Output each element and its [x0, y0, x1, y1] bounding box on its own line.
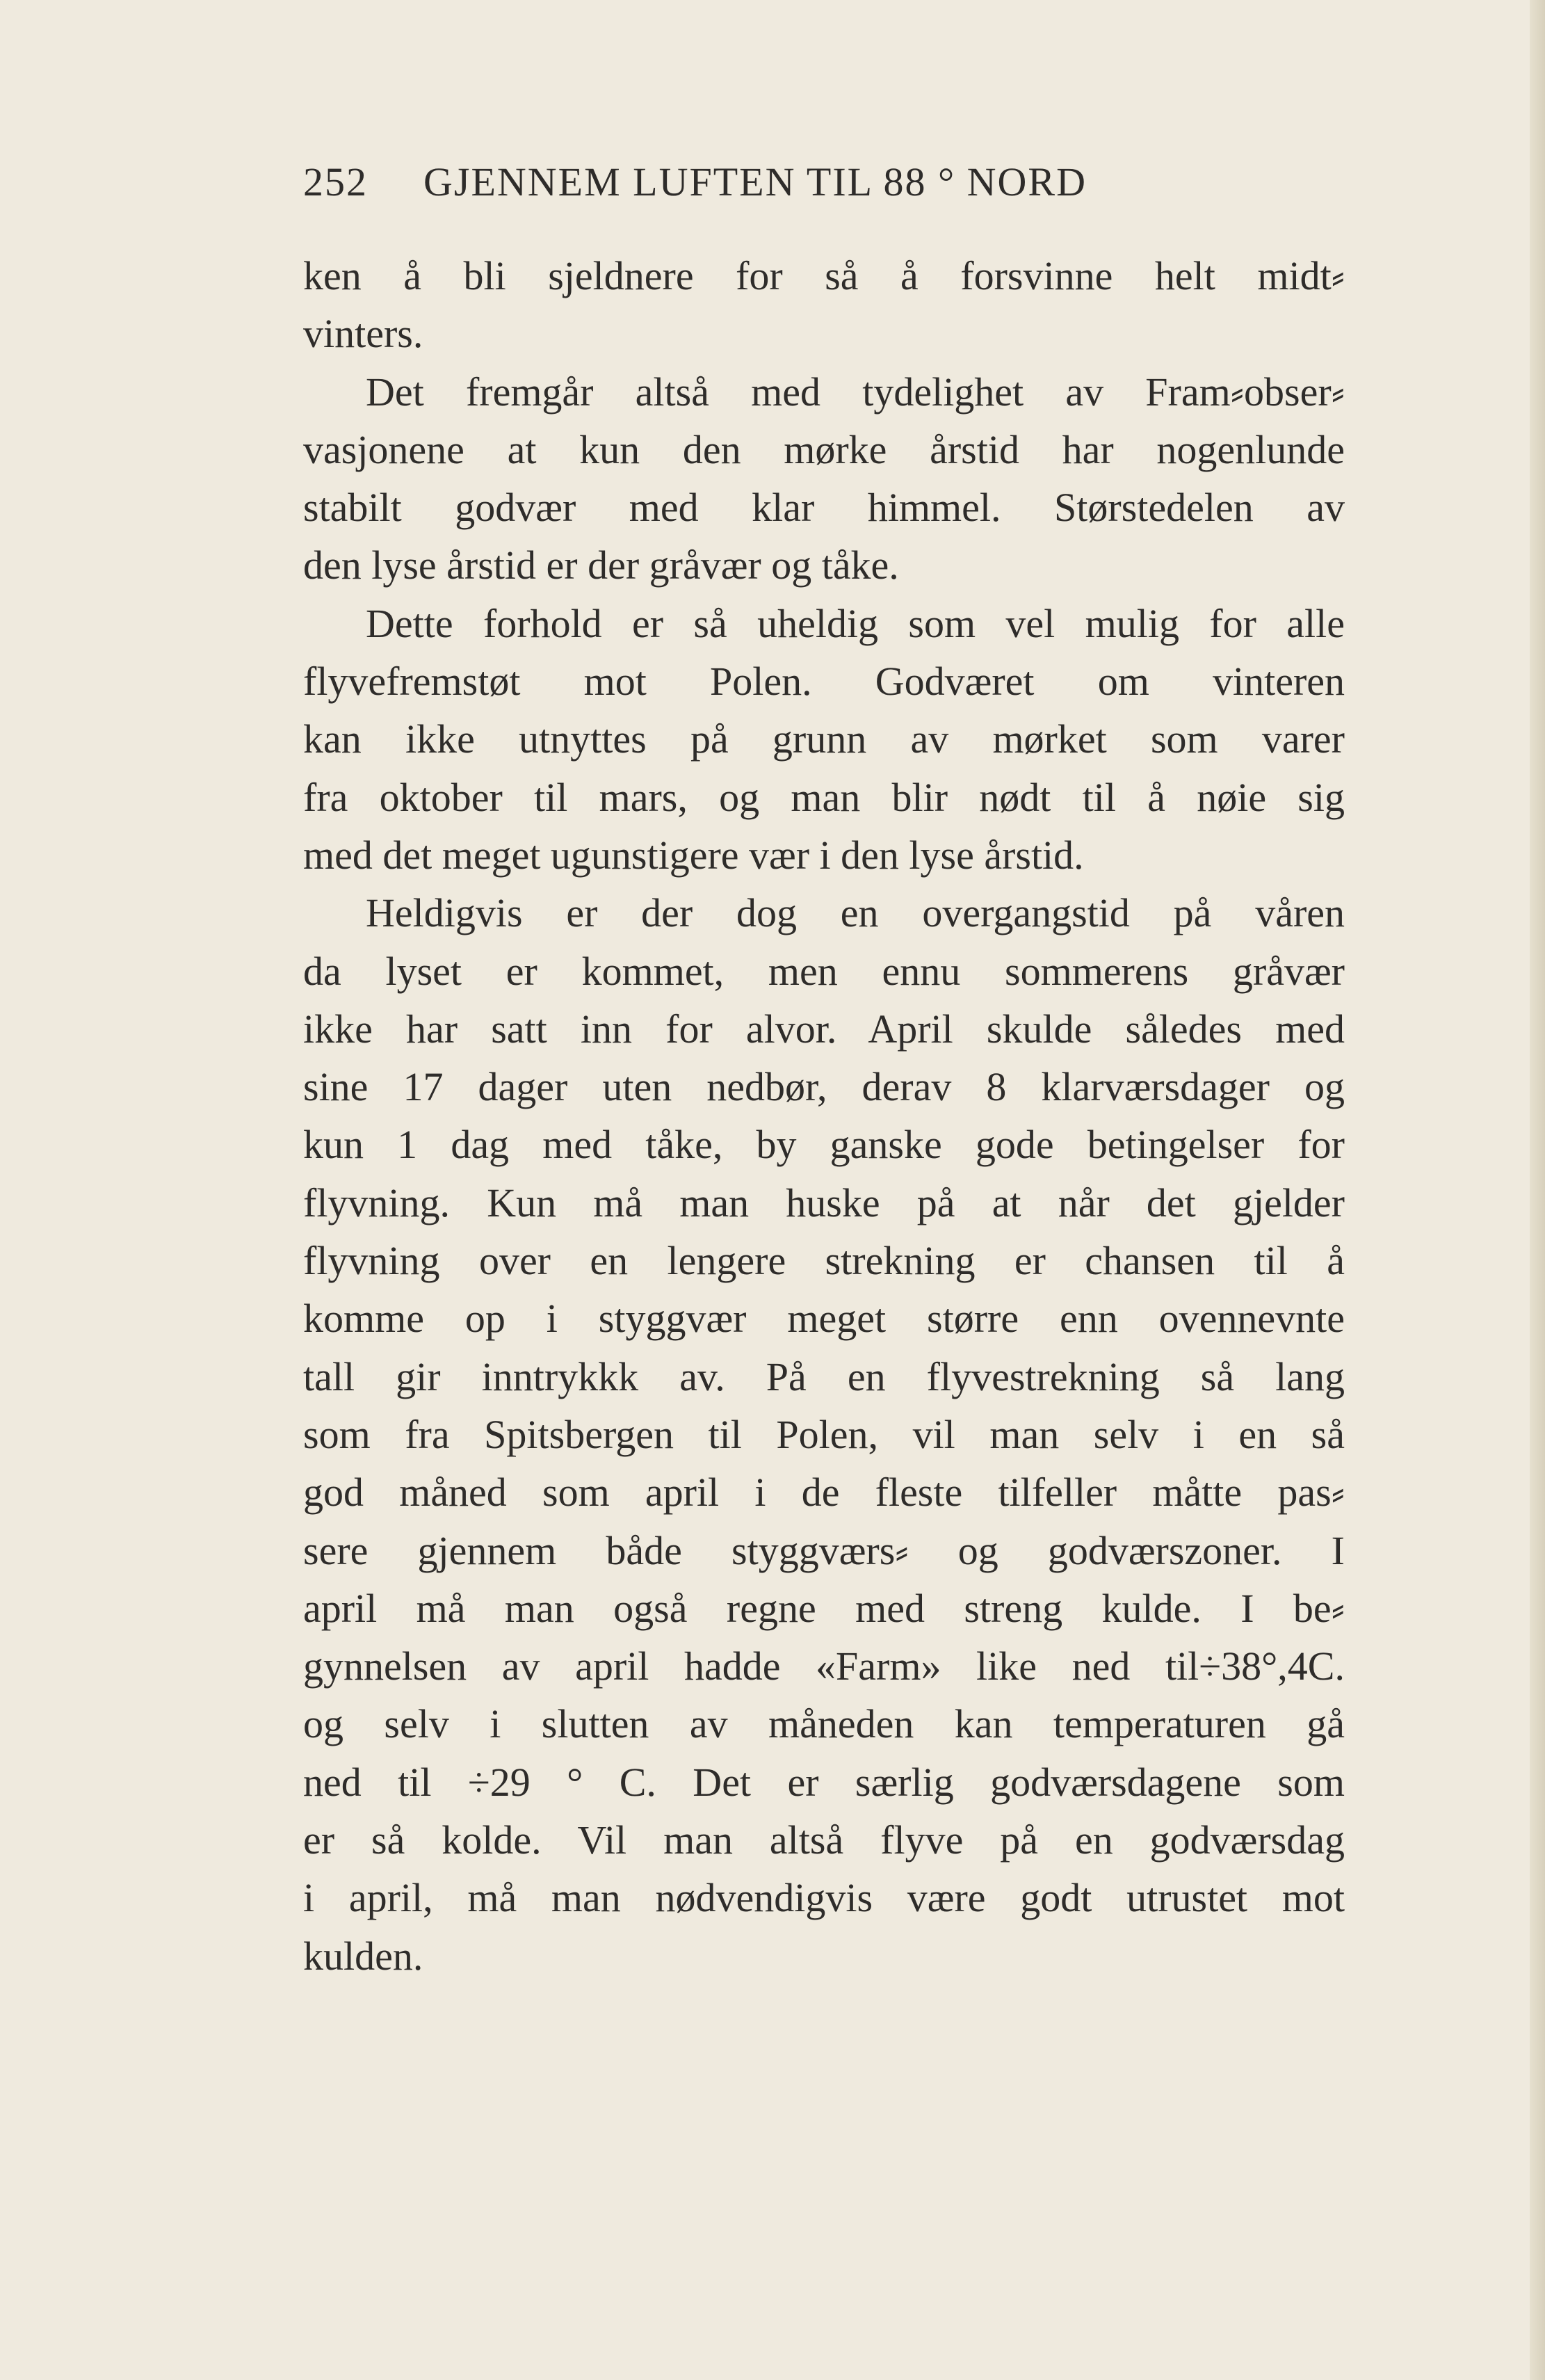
text-line: tall gir inntrykkk av. På en flyvestrekning så lang [303, 1353, 1345, 1399]
text-line: stabilt godvær med klar himmel. Størstedelen av [303, 485, 1345, 531]
text-line: Det fremgår altså med tydelighet av Fram⸗obser⸗ [366, 369, 1345, 415]
text-line: Heldigvis er der dog en overgangstid på våren [366, 890, 1345, 936]
text-line: kan ikke utnyttes på grunn av mørket som varer [303, 716, 1345, 762]
text-line: kulden. [303, 1933, 423, 1979]
text-line: flyvefremstøt mot Polen. Godværet om vinteren [303, 659, 1345, 705]
text-line: sine 17 dager uten nedbør, derav 8 klarværsdager og [303, 1064, 1345, 1110]
text-line: april må man også regne med streng kulde. I be⸗ [303, 1585, 1345, 1631]
text-line: den lyse årstid er der gråvær og tåke. [303, 542, 899, 588]
page-number: 252 [303, 159, 368, 204]
text-line: kun 1 dag med tåke, by ganske gode betingelser for [303, 1122, 1345, 1168]
text-line: god måned som april i de fleste tilfeller måtte pas⸗ [303, 1470, 1345, 1515]
text-line: med det meget ugunstigere vær i den lyse årstid. [303, 832, 1084, 878]
text-line: vinters. [303, 311, 423, 357]
running-title: GJENNEM LUFTEN TIL 88 ° NORD [423, 159, 1087, 204]
text-line: da lyset er kommet, men ennu sommerens gråvær [303, 948, 1345, 994]
page-edge [1530, 0, 1545, 2380]
text-line: Dette forhold er så uheldig som vel mulig for alle [366, 600, 1345, 646]
text-line: komme op i styggvær meget større enn ovennevnte [303, 1296, 1345, 1342]
text-line: er så kolde. Vil man altså flyve på en godværsdag [303, 1817, 1345, 1863]
text-line: gynnelsen av april hadde «Farm» like ned til÷38°,4C. [303, 1643, 1345, 1689]
text-line: ikke har satt inn for alvor. April skulde således med [303, 1006, 1345, 1052]
text-line: ned til ÷29 ° C. Det er særlig godværsdagene som [303, 1759, 1345, 1805]
text-line: vasjonene at kun den mørke årstid har nogenlunde [303, 426, 1345, 472]
text-line: flyvning over en lengere strekning er chansen til å [303, 1238, 1345, 1284]
text-line: som fra Spitsbergen til Polen, vil man selv i en så [303, 1411, 1345, 1457]
text-line: ken å bli sjeldnere for så å forsvinne helt midt⸗ [303, 253, 1345, 298]
text-line: i april, må man nødvendigvis være godt utrustet mot [303, 1875, 1345, 1921]
text-line: sere gjennem både styggværs⸗ og godværszoner. I [303, 1527, 1345, 1573]
text-line: fra oktober til mars, og man blir nødt til å nøie sig [303, 774, 1345, 820]
text-line: flyvning. Kun må man huske på at når det gjelder [303, 1180, 1345, 1225]
body-text [303, 247, 1345, 1985]
running-header [303, 159, 1346, 205]
text-line: og selv i slutten av måneden kan temperaturen gå [303, 1701, 1345, 1747]
